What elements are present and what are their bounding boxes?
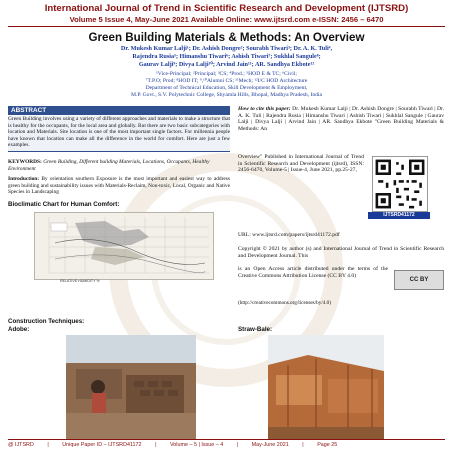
affiliation-line-4: M.P. Govt., S.V. Polytechnic College, Shyamla Hills, Bhopal, Madhya Pradesh, India: [130, 92, 322, 98]
chart-axis-label: RELATIVE HUMIDITY %: [60, 279, 100, 283]
footer-paper-id: Unique Paper ID – IJTSRD41172: [62, 442, 142, 448]
paper-id-badge: IJTSRD41172: [368, 212, 430, 219]
straw-bale-caption: Straw-Bale:: [238, 326, 273, 333]
journal-title: International Journal of Trend in Scientific Research and Development (IJTSRD): [44, 3, 409, 14]
keywords: [8, 159, 230, 172]
footer-divider: [8, 439, 445, 440]
cc-license-link[interactable]: (http://creativecommons.org/licenses/by/4.0): [238, 300, 331, 306]
cc-license-badge[interactable]: [394, 270, 444, 290]
author-line-2: Rajendra Rusia⁵; Himanshu Tiwari⁶; Ashish Tiwari⁷; Sukhlal Sangule⁸;: [132, 53, 321, 60]
affiliation-line-2: ⁷T.P.O; Prod; ⁸HOD IT; ⁹,¹⁰Alumni CS; ¹¹Mech; ¹²I/C HOD Architecture: [145, 78, 308, 84]
introduction-label: Introduction:: [8, 176, 40, 182]
construction-heading: Construction Techniques:: [8, 318, 85, 325]
cc-badge-text: CC BY: [409, 277, 429, 283]
how-to-cite-label: How to cite this paper:: [238, 106, 291, 112]
page-footer: @ IJTSRD | Unique Paper ID – IJTSRD41172 | Volume – 5 | Issue – 4 | May-June 2021 | Page 25: [8, 442, 338, 448]
introduction: [8, 176, 230, 196]
paper-title: Green Building Materials & Methods: An Overview: [88, 31, 365, 44]
chart-heading: Bioclimatic Chart for Human Comfort:: [8, 201, 120, 208]
straw-bale-construction-photo: [268, 335, 384, 439]
footer-page-number: Page 25: [317, 442, 338, 448]
copyright-text: Copyright © 2021 by author (s) and International Journal of Trend in Scientific Research and Development Journal. This: [238, 246, 444, 259]
bioclimatic-chart-image: [34, 212, 214, 280]
adobe-construction-photo: [66, 335, 196, 439]
abstract-heading: ABSTRACT: [8, 106, 230, 115]
how-to-cite: [238, 106, 444, 133]
keywords-text: Green Building, Different building Materials, Locations, Occupants, Healthy Environment: [8, 159, 210, 172]
footer-brand: @ IJTSRD: [8, 442, 34, 448]
author-line-1: Dr. Mukesh Kumar Lalji¹; Dr. Ashish Dongre²; Sourabh Tiwari³; Dr. A. K. Tuli⁴,: [120, 45, 333, 52]
url-label: URL:: [238, 232, 251, 238]
copyright-text-continued: is an Open Access article distributed under the terms of the Creative Commons Attribution License (CC BY 4.0): [238, 266, 388, 279]
keywords-label: KEYWORDS:: [8, 159, 42, 165]
introduction-text: By orientation southern Exposure is the most important and easiest way to address green building and sustainability issues with Materials-Reclaim, Non-toxic, Local, Organic and Native Species in Landscaping: [8, 176, 230, 196]
paper-url-line: [238, 232, 444, 239]
footer-volume: Volume – 5 | Issue – 4: [169, 442, 224, 448]
how-to-cite-text: Dr. Mukesh Kumar Lalji | Dr. Ashish Dongre | Sourabh Tiwari | Dr. A. K. Tuli | Rajendra Rusia | Himanshu Tiwari | Ashish Tiwari | Sukhlal Sangule | Gaurav Lalji | Divya Lalji | Arvind Jain | AR. Sandhya Ekbote "Green Building Materials & Methods: An: [238, 106, 444, 133]
abstract-text: Green Building involves using a variety of different approaches and materials to make a structure that is healthy for the occupants, for the local area and globally. But there are two basic subcategories with location and Materials. Site location is one of the most important single factors. For millennia people have known that location can make all the difference in the world for comfort. Here are just a few examples.: [8, 116, 230, 152]
adobe-caption: Adobe:: [8, 326, 30, 333]
header-divider: [8, 26, 445, 27]
paper-url-link[interactable]: www.ijtsrd.com/papers/ijtsrd41172.pdf: [252, 232, 340, 238]
how-to-cite-continued: Overview" Published in International Journal of Trend in Scientific Research and Development (ijtsrd), ISSN: 2456-6470, Volume-5 | Issue-4, June 2021, pp.25-27,: [238, 154, 364, 174]
affiliation-line-1: ¹Vice-Principal; ²Principal; ³CS; ⁴Prod.; ⁵HOD E & TC; ⁶Civil;: [156, 71, 297, 77]
affiliation-line-3: Department of Technical Education, Skill Development & Employment,: [145, 85, 308, 91]
author-line-3: Gaurav Lalji⁹; Divya Lalji¹⁰; Arvind Jain¹¹; AR. Sandhya Ekbote¹²: [138, 61, 315, 68]
issue-line: Volume 5 Issue 4, May-June 2021 Available Online: www.ijtsrd.com e-ISSN: 2456 – 6470: [69, 15, 384, 24]
qr-code-image[interactable]: [372, 156, 428, 212]
footer-date: May-June 2021: [251, 442, 289, 448]
